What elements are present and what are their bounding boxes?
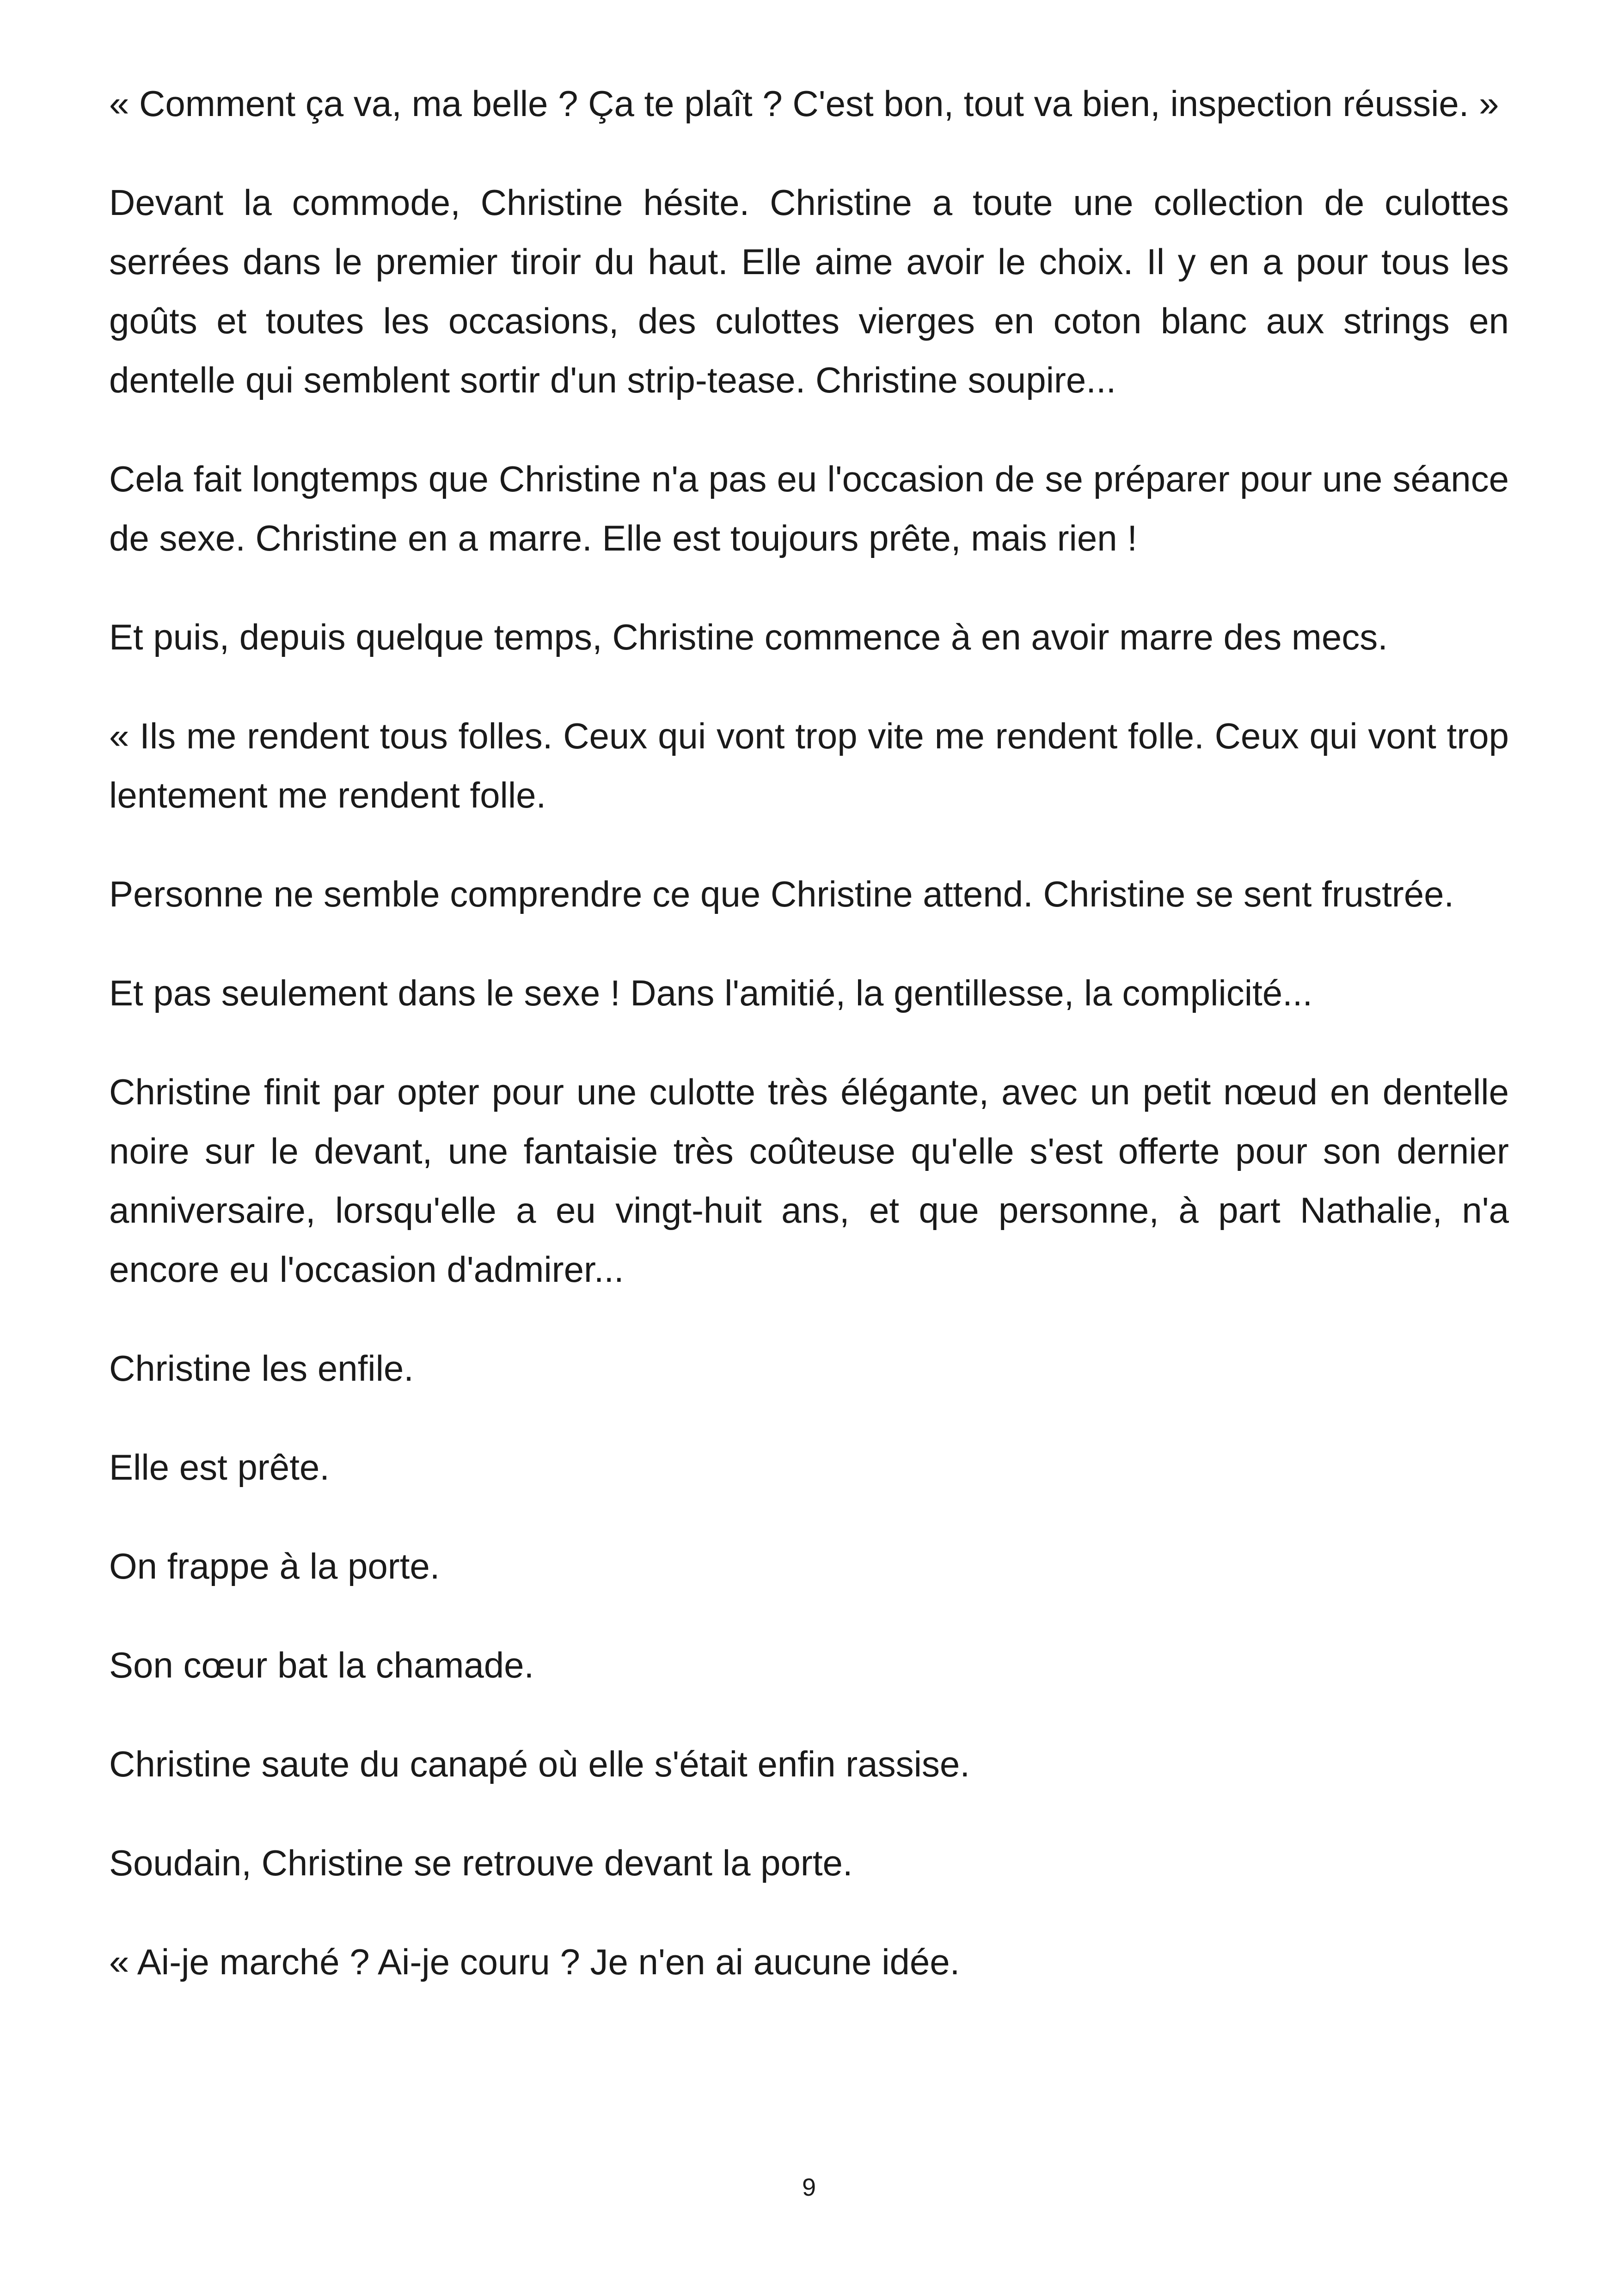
paragraph: Devant la commode, Christine hésite. Christine a toute une collection de culottes serrées dans le premier tiroir du haut. Elle aime avoir le choix. Il y en a pour tous les goûts et toutes les occasions, des culottes vierges en coton blanc aux strings en dentelle qui semblent sortir d'un strip-tease. Christine soupire...: [109, 182, 1509, 400]
paragraph: Elle est prête.: [109, 1447, 330, 1488]
paragraph: Et pas seulement dans le sexe ! Dans l'amitié, la gentillesse, la complicité...: [109, 973, 1313, 1013]
paragraph: Cela fait longtemps que Christine n'a pas eu l'occasion de se préparer pour une séance de sexe. Christine en a marre. Elle est toujours prête, mais rien !: [109, 459, 1509, 558]
body-text: [109, 74, 1509, 2031]
paragraph: Christine les enfile.: [109, 1348, 414, 1389]
paragraph: Personne ne semble comprendre ce que Christine attend. Christine se sent frustrée.: [109, 874, 1454, 914]
paragraph: Et puis, depuis quelque temps, Christine commence à en avoir marre des mecs.: [109, 617, 1388, 657]
paragraph: Christine finit par opter pour une culotte très élégante, avec un petit nœud en dentelle noire sur le devant, une fantaisie très coûteuse qu'elle s'est offerte pour son dernier anniversaire, lorsqu'elle a eu vingt-huit ans, et que personne, à part Nathalie, n'a encore eu l'occasion d'admirer...: [109, 1071, 1509, 1290]
paragraph: Soudain, Christine se retrouve devant la porte.: [109, 1843, 853, 1883]
paragraph: « Ai-je marché ? Ai-je couru ? Je n'en ai aucune idée.: [109, 1941, 960, 1982]
paragraph: Son cœur bat la chamade.: [109, 1645, 534, 1685]
paragraph: Christine saute du canapé où elle s'était enfin rassise.: [109, 1744, 970, 1784]
page-number: 9: [802, 2174, 816, 2201]
paragraph: « Comment ça va, ma belle ? Ça te plaît ? C'est bon, tout va bien, inspection réussie. »: [109, 83, 1499, 124]
paragraph: « Ils me rendent tous folles. Ceux qui vont trop vite me rendent folle. Ceux qui vont trop lentement me rendent folle.: [109, 716, 1509, 815]
paragraph: On frappe à la porte.: [109, 1546, 440, 1586]
